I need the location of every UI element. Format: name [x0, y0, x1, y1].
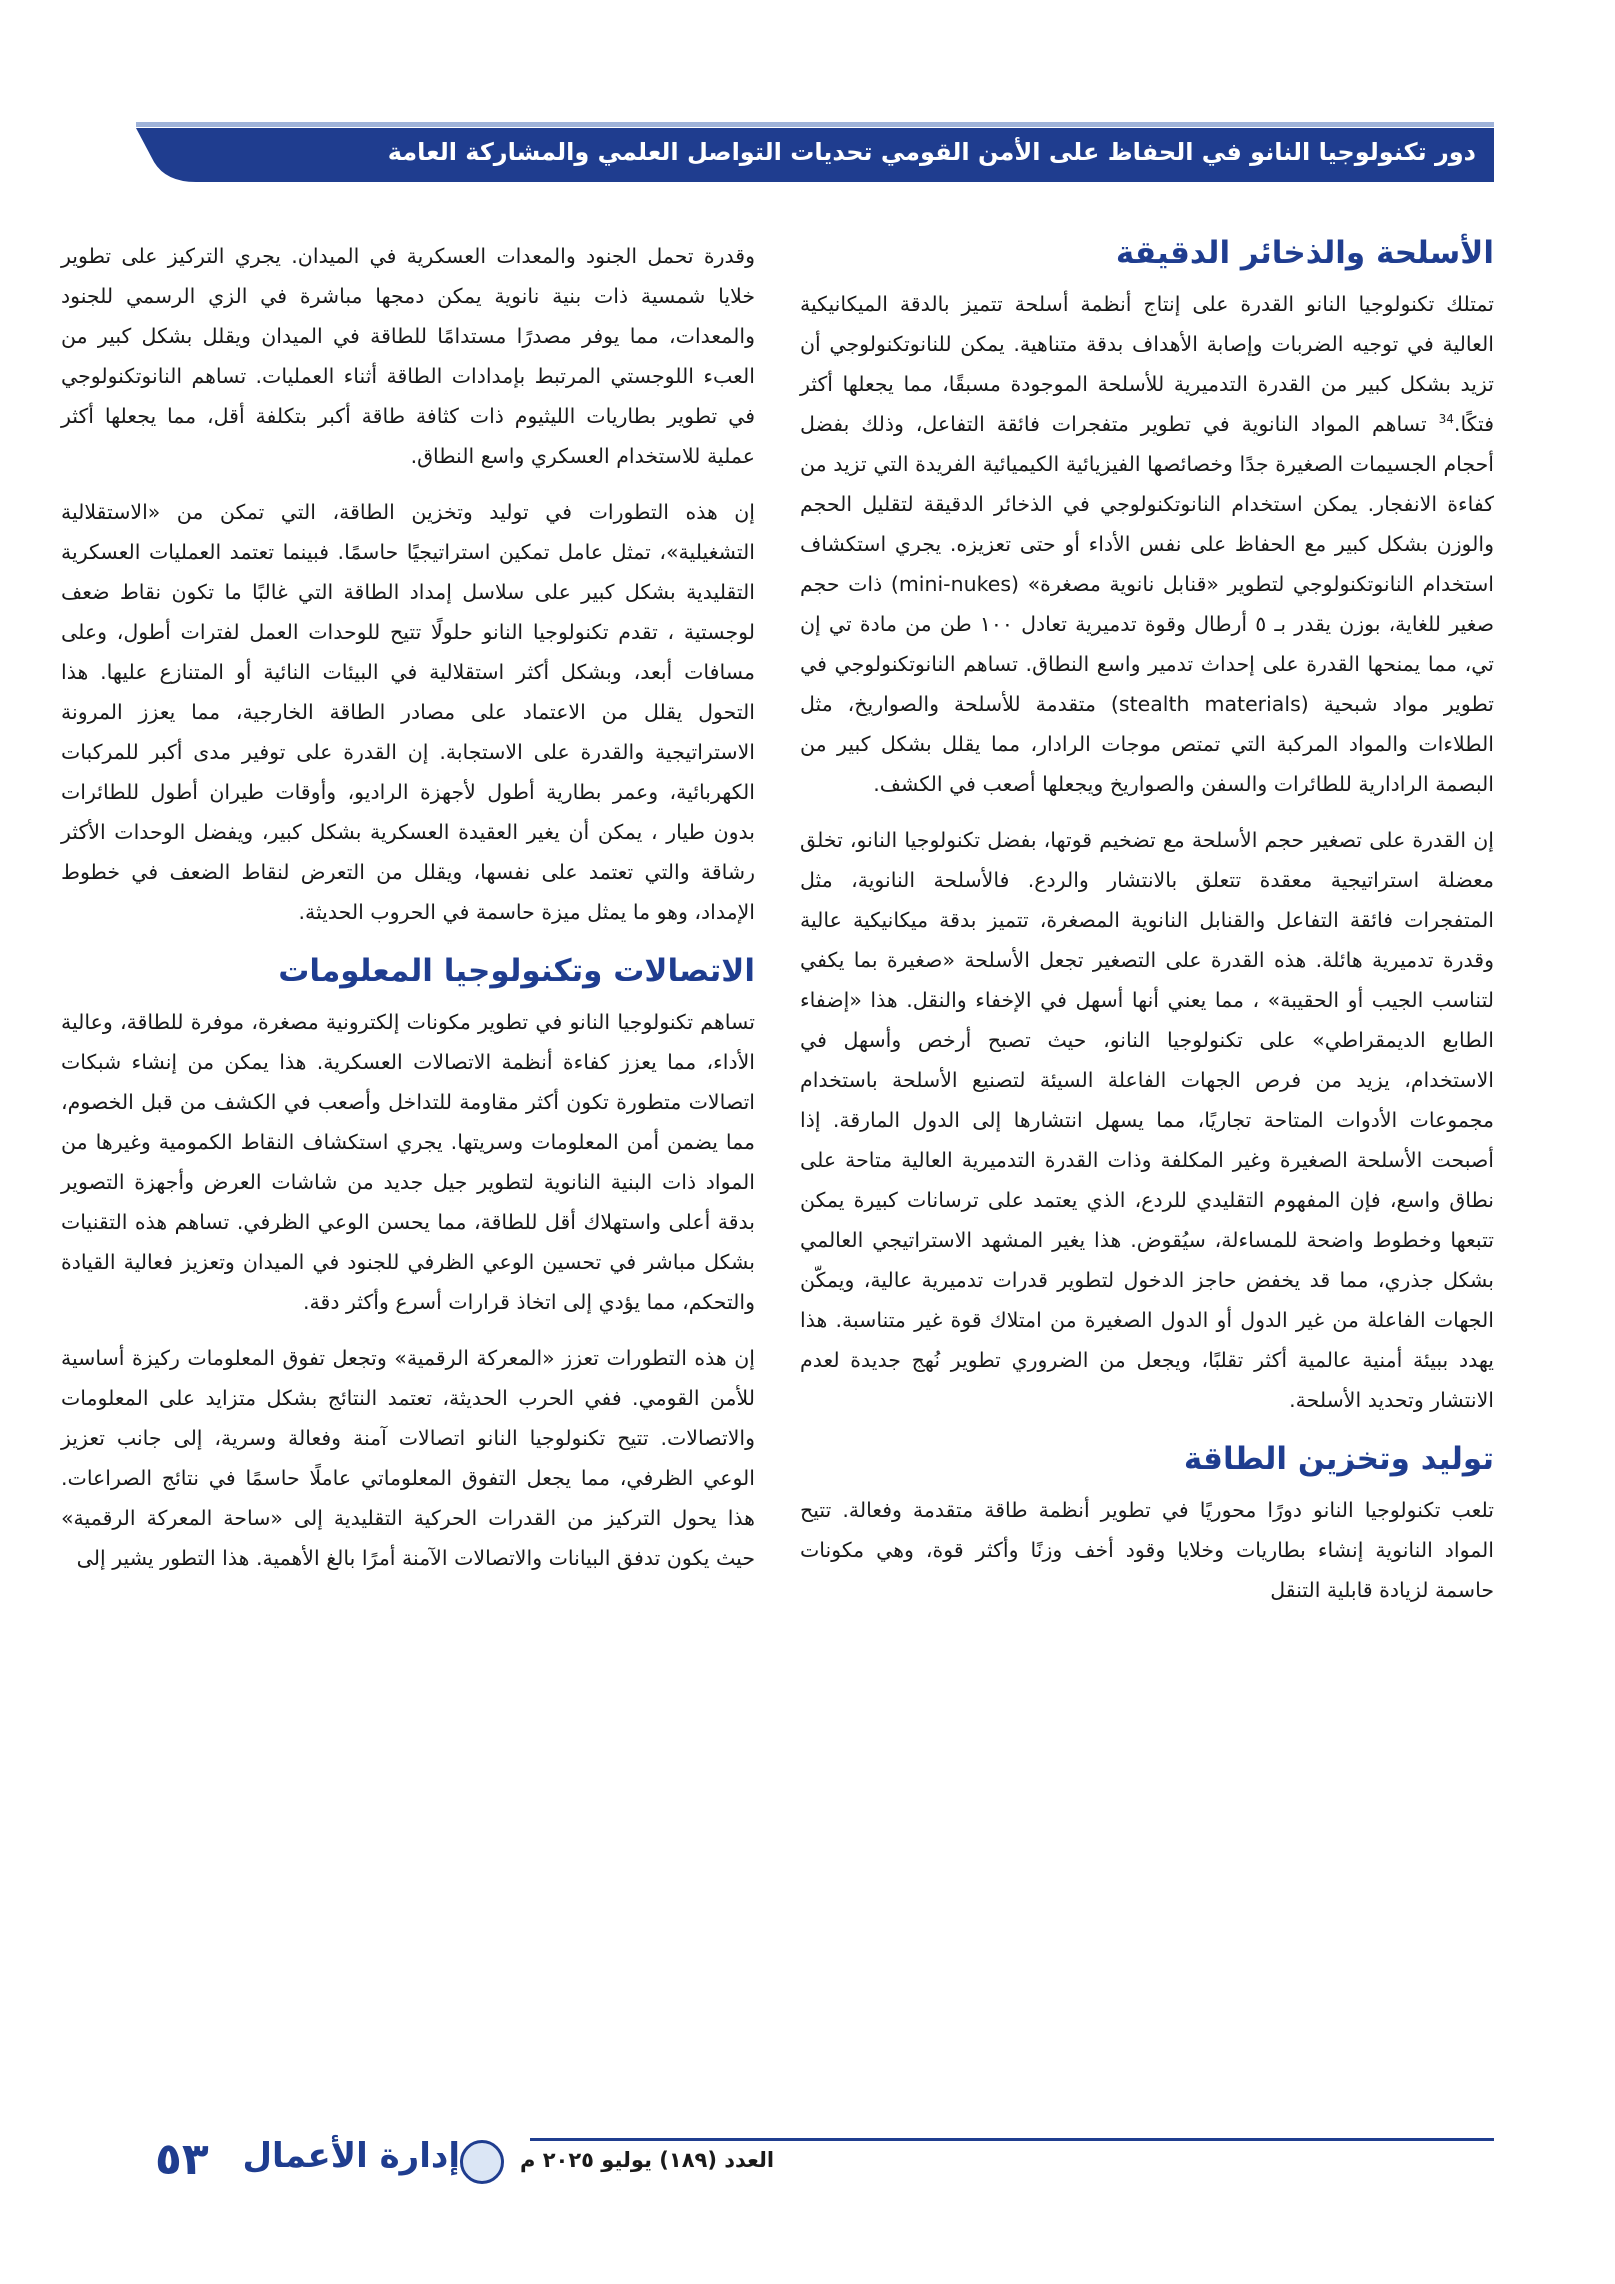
logo-text: إدارة الأعمال: [242, 2136, 460, 2176]
paragraph: إن هذه التطورات تعزز «المعركة الرقمية» وتجعل تفوق المعلومات ركيزة أساسية للأمن القومي. ففي الحرب الحديثة، تعتمد النتائج بشكل متزايد على المعلومات والاتصالات. تتيح تكنولوجيا النانو اتصالات آمنة وفعالة وسرية، إلى جانب تعزيز الوعي الظرفي، مما يجعل التفوق المعلوماتي عاملًا حاسمًا في نتائج الصراعات. هذا يحول التركيز من القدرات الحركية التقليدية إلى «ساحة المعركة الرقمية» حيث يكون تدفق البيانات والاتصالات الآمنة أمرًا بالغ الأهمية. هذا التطور يشير إلى: [61, 1346, 755, 1570]
right-column: [800, 236, 1494, 1626]
paragraph-text: تمتلك تكنولوجيا النانو القدرة على إنتاج أنظمة أسلحة تتميز بالدقة الميكانيكية العالية في توجيه الضربات وإصابة الأهداف بدقة متناهية. يمكن للنانوتكنولوجي أن تزيد بشكل كبير من القدرة التدميرية للأسلحة الموجودة مسبقًا، مما يجعلها أكثر فتكًا.: [800, 292, 1494, 436]
page-number: ٥٣: [155, 2134, 209, 2185]
section-heading-communications: الاتصالات وتكنولوجيا المعلومات: [278, 953, 755, 989]
paragraph: [800, 284, 1494, 804]
paragraph: تلعب تكنولوجيا النانو دورًا محوريًا في تطوير أنظمة طاقة متقدمة وفعالة. تتيح المواد النانوية إنشاء بطاريات وخلايا وقود أخف وزنًا وأكثر قوة، وهي مكونات حاسمة لزيادة قابلية التنقل: [800, 1498, 1494, 1602]
paragraph: وقدرة تحمل الجنود والمعدات العسكرية في الميدان. يجري التركيز على تطوير خلايا شمسية ذات بنية نانوية يمكن دمجها مباشرة في الزي الرسمي للجنود والمعدات، مما يوفر مصدرًا مستدامًا للطاقة في الميدان ويقلل بشكل كبير من العبء اللوجستي المرتبط بإمدادات الطاقة أثناء العمليات. تساهم النانوتكنولوجي في تطوير بطاريات الليثيوم ذات كثافة طاقة أكبر بتكلفة أقل، مما يجعلها أكثر عملية للاستخدام العسكري واسع النطاق.: [61, 244, 755, 468]
logo-emblem-icon: [460, 2140, 504, 2184]
magazine-logo: [242, 2132, 510, 2188]
paragraph-text: تساهم المواد النانوية في تطوير متفجرات فائقة التفاعل، وذلك بفضل أحجام الجسيمات الصغيرة جدًا وخصائصها الفيزيائية الكيميائية الفريدة التي تزيد من كفاءة الانفجار. يمكن استخدام النانوتكنولوجي في الذخائر الدقيقة لتقليل الحجم والوزن بشكل كبير مع الحفاظ على نفس الأداء أو حتى تعزيزه. يجري استكشاف استخدام النانوتكنولوجي لتطوير «قنابل نانوية مصغرة» (mini-nukes) ذات حجم صغير للغاية، بوزن يقدر بـ ٥ أرطال وقوة تدميرية تعادل ١٠٠ طن من مادة تي إن تي، مما يمنحها القدرة على إحداث تدمير واسع النطاق. تساهم النانوتكنولوجي في تطوير مواد شبحية (stealth materials) متقدمة للأسلحة والصواريخ، مثل الطلاءات والمواد المركبة التي تمتص موجات الرادار، مما يقلل بشكل كبير من البصمة الرادارية للطائرات والسفن والصواريخ ويجعلها أصعب في الكشف.: [800, 412, 1495, 796]
section-heading-energy: توليد وتخزين الطاقة: [1183, 1441, 1494, 1477]
paragraph: إن هذه التطورات في توليد وتخزين الطاقة، التي تمكن من «الاستقلالية التشغيلية»، تمثل عامل تمكين استراتيجيًا حاسمًا. فبينما تعتمد العمليات العسكرية التقليدية بشكل كبير على سلاسل إمداد الطاقة التي غالبًا ما تكون نقاط ضعف لوجستية ، تقدم تكنولوجيا النانو حلولًا تتيح للوحدات العمل لفترات أطول، وعلى مسافات أبعد، وبشكل أكثر استقلالية في البيئات النائية أو المتنازع عليها. هذا التحول يقلل من الاعتماد على مصادر الطاقة الخارجية، مما يعزز المرونة الاستراتيجية والقدرة على الاستجابة. إن القدرة على توفير مدى أكبر للمركبات الكهربائية، وعمر بطارية أطول لأجهزة الراديو، وأوقات طيران أطول للطائرات بدون طيار ، يمكن أن يغير العقيدة العسكرية بشكل كبير، ويفضل الوحدات الأكثر رشاقة والتي تعتمد على نفسها، ويقلل من التعرض لنقاط الضعف في خطوط الإمداد، وهو ما يمثل ميزة حاسمة في الحروب الحديثة.: [61, 500, 755, 924]
issue-info: العدد (١٨٩) يوليو ٢٠٢٥ م: [520, 2148, 775, 2172]
left-column: [61, 236, 755, 1594]
section-heading-precision-weapons: الأسلحة والذخائر الدقيقة: [1115, 235, 1494, 271]
header-banner: [136, 122, 1494, 182]
paragraph: تساهم تكنولوجيا النانو في تطوير مكونات إلكترونية مصغرة، موفرة للطاقة، وعالية الأداء، مما يعزز كفاءة أنظمة الاتصالات العسكرية. هذا يمكن من إنشاء شبكات اتصالات متطورة تكون أكثر مقاومة للتداخل وأصعب في الكشف من قبل الخصوم، مما يضمن أمن المعلومات وسريتها. يجري استكشاف النقاط الكمومية وغيرها من المواد ذات البنية النانوية لتطوير جيل جديد من شاشات العرض وأجهزة التصوير بدقة أعلى واستهلاك أقل للطاقة، مما يحسن الوعي الظرفي. تساهم هذه التقنيات بشكل مباشر في تحسين الوعي الظرفي للجنود في الميدان وتعزيز فعالية القيادة والتحكم، مما يؤدي إلى اتخاذ قرارات أسرع وأكثر دقة.: [61, 1010, 755, 1314]
paragraph: إن القدرة على تصغير حجم الأسلحة مع تضخيم قوتها، بفضل تكنولوجيا النانو، تخلق معضلة استراتيجية معقدة تتعلق بالانتشار والردع. فالأسلحة النانوية، مثل المتفجرات فائقة التفاعل والقنابل النانوية المصغرة، تتميز بدقة ميكانيكية عالية وقدرة تدميرية هائلة. هذه القدرة على التصغير تجعل الأسلحة «صغيرة بما يكفي لتناسب الجيب أو الحقيبة» ، مما يعني أنها أسهل في الإخفاء والنقل. هذا «إضفاء الطابع الديمقراطي» على تكنولوجيا النانو، حيث تصبح أرخص وأسهل في الاستخدام، يزيد من فرص الجهات الفاعلة السيئة لتصنيع الأسلحة باستخدام مجموعات الأدوات المتاحة تجاريًا، مما يسهل انتشارها إلى الدول المارقة. إذا أصبحت الأسلحة الصغيرة وغير المكلفة وذات القدرة التدميرية العالية متاحة على نطاق واسع، فإن المفهوم التقليدي للردع، الذي يعتمد على ترسانات كبيرة يمكن تتبعها وخطوط واضحة للمساءلة، سيُقوض. هذا يغير المشهد الاستراتيجي العالمي بشكل جذري، مما قد يخفض حاجز الدخول لتطوير قدرات تدميرية عالية، ويمكّن الجهات الفاعلة من غير الدول أو الدول الصغيرة من امتلاك قوة غير متناسبة. هذا يهدد ببيئة أمنية عالمية أكثر تقلبًا، ويجعل من الضروري تطوير نُهج جديدة لعدم الانتشار وتحديد الأسلحة.: [800, 828, 1494, 1412]
header-title: دور تكنولوجيا النانو في الحفاظ على الأمن القومي تحديات التواصل العلمي والمشاركة العامة: [387, 138, 1476, 166]
footnote-ref: 34: [1438, 412, 1454, 427]
footer: [0, 2130, 1615, 2190]
